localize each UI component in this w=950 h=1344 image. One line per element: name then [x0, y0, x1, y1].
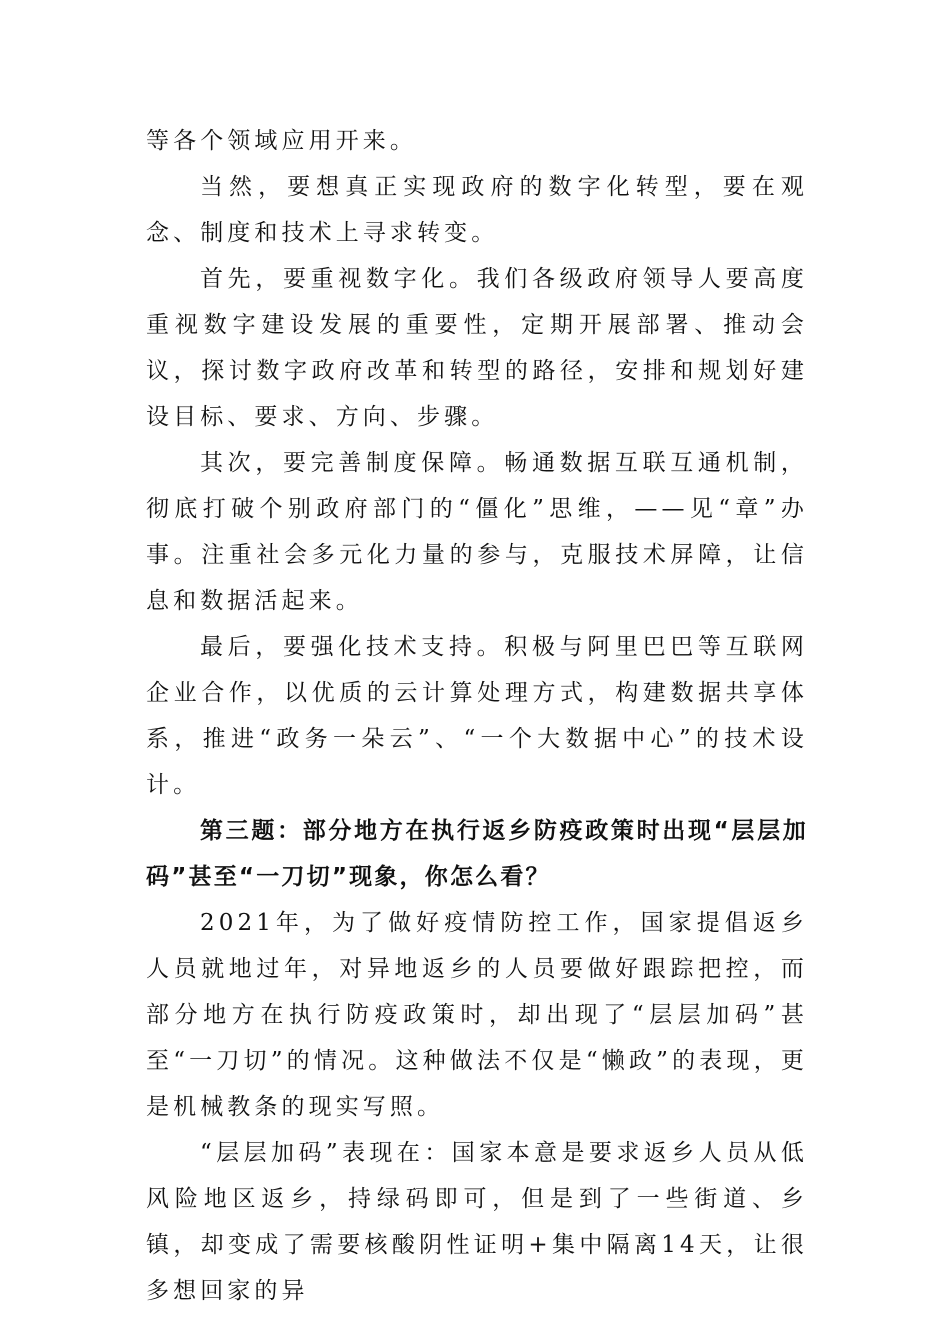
- paragraph-layered-measures: “层层加码”表现在：国家本意是要求返乡人员从低风险地区返乡，持绿码即可，但是到了一些街道、乡镇，却变成了需要核酸阴性证明+集中隔离14天，让很多想回家的异: [146, 1140, 808, 1304]
- paragraph-second-point: 其次，要完善制度保障。畅通数据互联互通机制，彻底打破个别政府部门的“僵化”思维，——见“章”办事。注重社会多元化力量的参与，克服技术屏障，让信息和数据活起来。: [146, 450, 808, 614]
- paragraph-intro-transformation: 当然，要想真正实现政府的数字化转型，要在观念、制度和技术上寻求转变。: [146, 174, 808, 246]
- paragraph-first-point: 首先，要重视数字化。我们各级政府领导人要高度重视数字建设发展的重要性，定期开展部署、推动会议，探讨数字政府改革和转型的路径，安排和规划好建设目标、要求、方向、步骤。: [146, 266, 808, 430]
- document-body: [146, 118, 808, 1314]
- question-three-heading: 第三题：部分地方在执行返乡防疫政策时出现“层层加码”甚至“一刀切”现象，你怎么看？: [146, 818, 808, 890]
- paragraph-final-point: 最后，要强化技术支持。积极与阿里巴巴等互联网企业合作，以优质的云计算处理方式，构建数据共享体系，推进“政务一朵云”、“一个大数据中心”的技术设计。: [146, 634, 808, 798]
- paragraph-continuation: 等各个领域应用开来。: [146, 128, 417, 154]
- paragraph-2021-context: 2021年，为了做好疫情防控工作，国家提倡返乡人员就地过年，对异地返乡的人员要做好跟踪把控，而部分地方在执行防疫政策时，却出现了“层层加码”甚至“一刀切”的情况。这种做法不仅是“懒政”的表现，更是机械教条的现实写照。: [146, 910, 808, 1120]
